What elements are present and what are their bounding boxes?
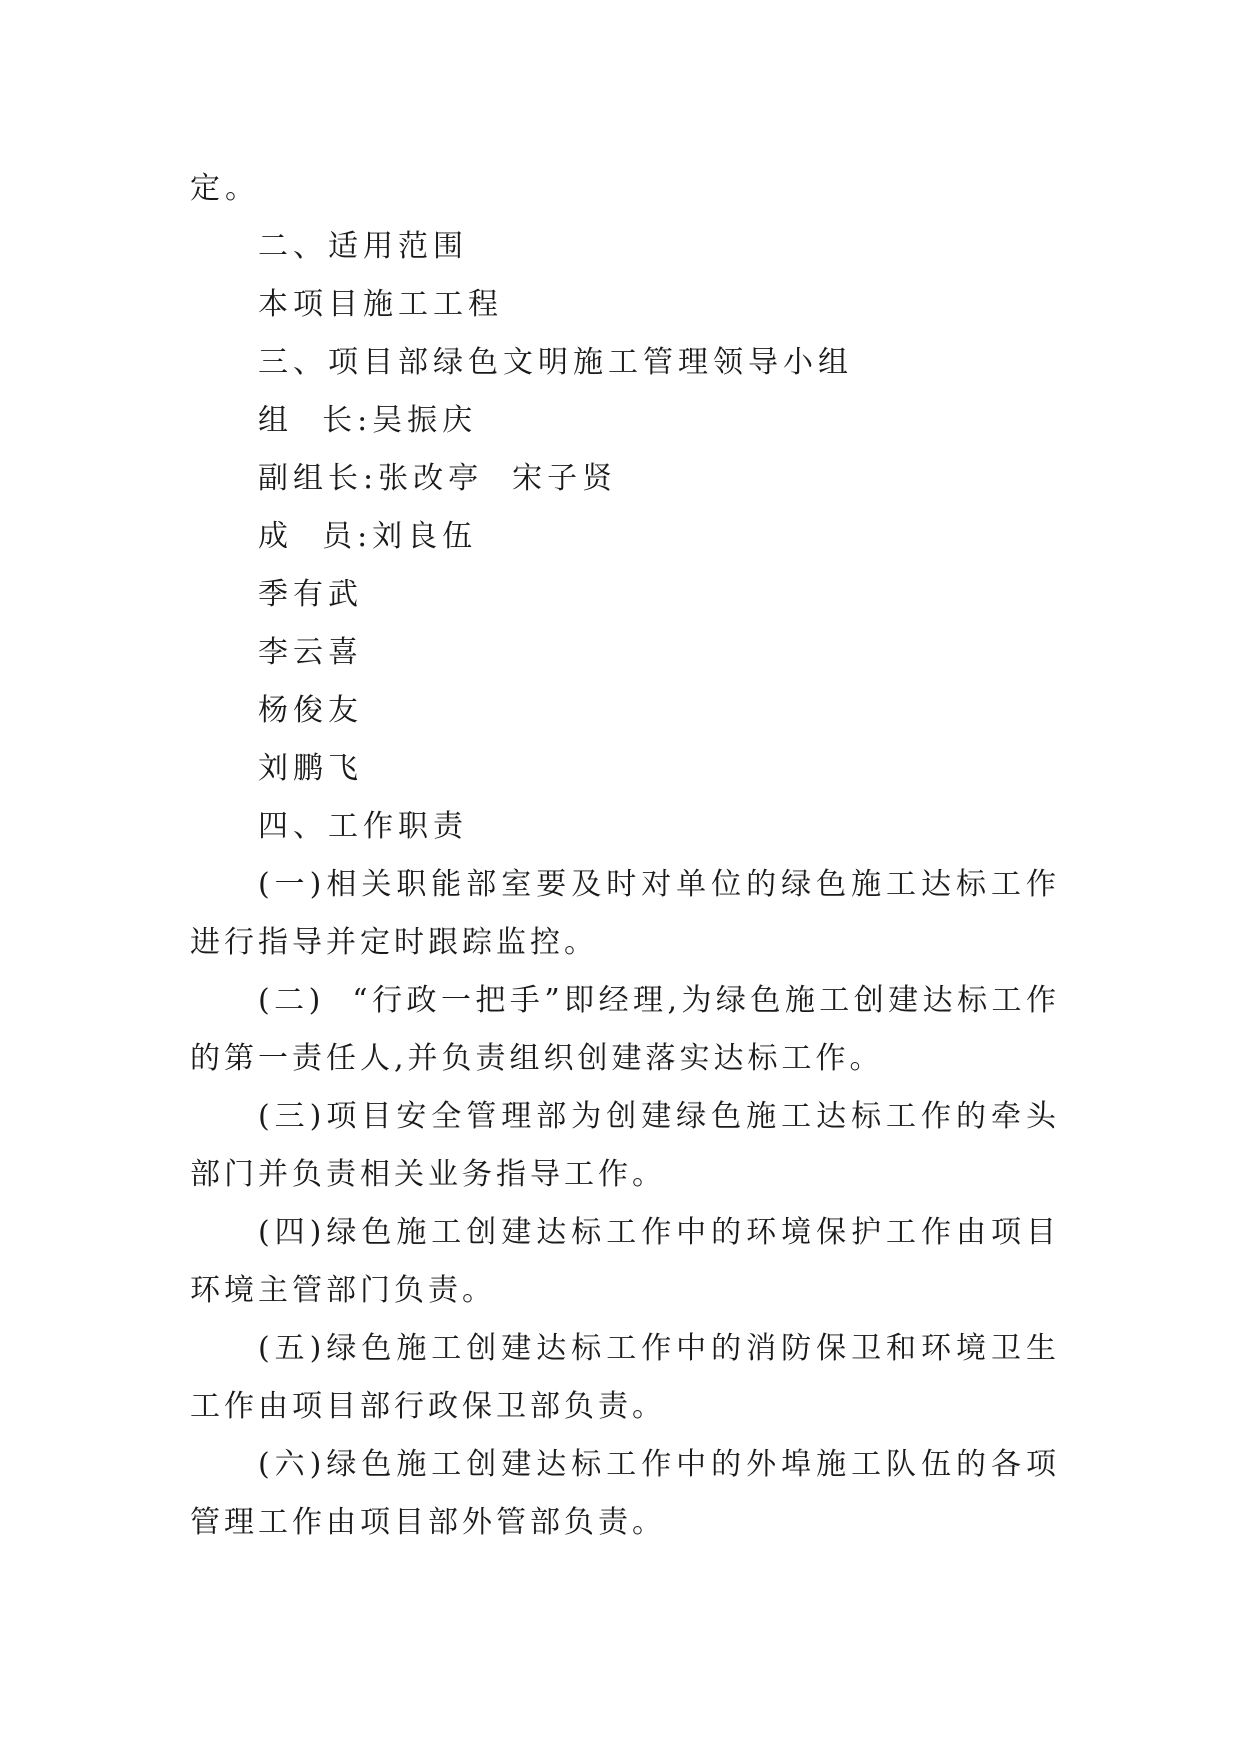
text-line-scope: 本项目施工工程	[258, 287, 503, 322]
duty-paragraph-4: (四)绿色施工创建达标工作中的环境保护工作由项目环境主管部门负责。	[190, 1215, 1060, 1308]
duty-paragraph-3: (三)项目安全管理部为创建绿色施工达标工作的牵头部门并负责相关业务指导工作。	[190, 1099, 1060, 1192]
member-name: 刘鹏飞	[258, 751, 363, 786]
duty-paragraph-6: (六)绿色施工创建达标工作中的外埠施工队伍的各项管理工作由项目部外管部负责。	[190, 1447, 1060, 1540]
member-name: 李云喜	[258, 635, 363, 670]
member-name: 季有武	[258, 577, 363, 612]
duty-paragraph-1: (一)相关职能部室要及时对单位的绿色施工达标工作进行指导并定时跟踪监控。	[190, 867, 1060, 960]
deputy-leader-line: 副组长:张改亭 宋子贤	[258, 461, 618, 496]
text-line-continuation: 定。	[190, 171, 260, 206]
members-line: 成 员:刘良伍	[258, 519, 478, 554]
section-heading-leadership-group: 三、项目部绿色文明施工管理领导小组	[258, 345, 853, 380]
duty-paragraph-2: (二) “行政一把手”即经理,为绿色施工创建达标工作的第一责任人,并负责组织创建落实达标工作。	[190, 983, 1060, 1076]
document-body	[190, 160, 1060, 1552]
section-heading-scope: 二、适用范围	[258, 229, 468, 264]
duty-paragraph-5: (五)绿色施工创建达标工作中的消防保卫和环境卫生工作由项目部行政保卫部负责。	[190, 1331, 1060, 1424]
group-leader-line: 组 长:吴振庆	[258, 403, 478, 438]
member-name: 杨俊友	[258, 693, 363, 728]
section-heading-duties: 四、工作职责	[258, 809, 468, 844]
